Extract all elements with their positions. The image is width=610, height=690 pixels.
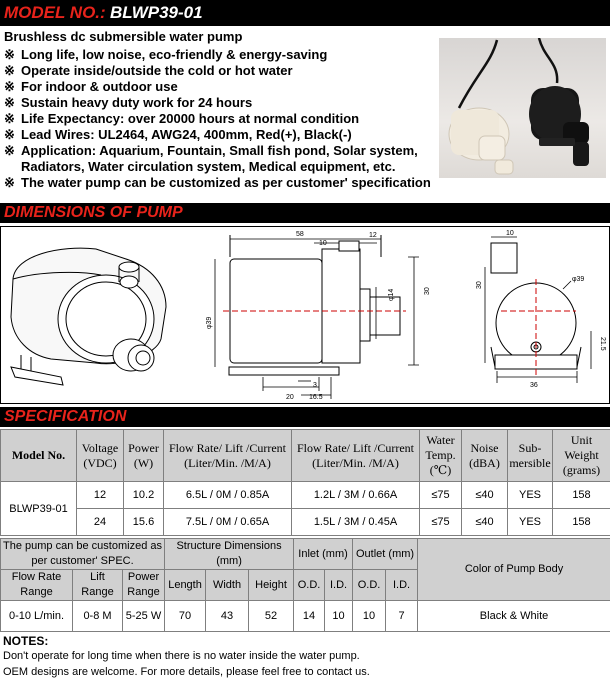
pump-end-view bbox=[485, 237, 591, 383]
subheader: I.D. bbox=[386, 570, 418, 601]
subheader: Height bbox=[249, 570, 294, 601]
cell: 1.5L / 3M / 0.45A bbox=[292, 509, 420, 536]
custom-note: The pump can be customized as per customer' SPEC. bbox=[1, 539, 165, 570]
dim-foot: 16.5 bbox=[309, 394, 323, 401]
header-water-temp: Water Temp. (℃) bbox=[420, 430, 462, 482]
header-flow-1: Flow Rate/ Lift /Current (Liter/Min. /M/A) bbox=[164, 430, 292, 482]
subheader: Lift Range bbox=[73, 570, 123, 601]
dim-end-dia: φ39 bbox=[572, 276, 585, 283]
subheader: Power Range bbox=[123, 570, 165, 601]
subheader: Width bbox=[206, 570, 249, 601]
notes-line: Don't operate for long time when there is no water inside the water pump. bbox=[3, 650, 360, 662]
cell: 158 bbox=[553, 482, 610, 509]
model-cell: BLWP39-01 bbox=[1, 482, 77, 536]
feature-item: ※ Application: Aquarium, Fountain, Small fish pond, Solar system, bbox=[4, 143, 418, 158]
dim-end-width: 36 bbox=[530, 382, 538, 389]
cell: 12 bbox=[77, 482, 124, 509]
feature-item: ※ Long life, low noise, eco-friendly & energy-saving bbox=[4, 47, 328, 62]
cell: ≤75 bbox=[420, 482, 462, 509]
cell: 7 bbox=[386, 601, 418, 632]
dimension-drawing bbox=[0, 226, 610, 404]
cell: 10.2 bbox=[124, 482, 164, 509]
feature-item: ※ Life Expectancy: over 20000 hours at normal condition bbox=[4, 111, 360, 126]
cell: ≤75 bbox=[420, 509, 462, 536]
subheader: O.D. bbox=[353, 570, 386, 601]
specification-banner bbox=[0, 407, 610, 427]
custom-table bbox=[0, 538, 610, 632]
subheader: Length bbox=[165, 570, 206, 601]
subheader: I.D. bbox=[325, 570, 353, 601]
feature-item: ※ Operate inside/outside the cold or hot water bbox=[4, 63, 293, 78]
cell: 24 bbox=[77, 509, 124, 536]
cell: 5-25 W bbox=[123, 601, 165, 632]
feature-item: ※ Lead Wires: UL2464, AWG24, 400mm, Red(+), Black(-) bbox=[4, 127, 352, 142]
structure-header: Structure Dimensions (mm) bbox=[165, 539, 294, 570]
cell: ≤40 bbox=[462, 482, 508, 509]
cell: 10 bbox=[325, 601, 353, 632]
feature-intro: Brushless dc submersible water pump bbox=[4, 29, 243, 44]
header-model-no: Model No. bbox=[1, 430, 77, 482]
cell: ≤40 bbox=[462, 509, 508, 536]
notes-title: NOTES: bbox=[3, 634, 49, 648]
cell: 0-8 M bbox=[73, 601, 123, 632]
feature-item-continued: Radiators, Water circulation system, Medical equipment, etc. bbox=[21, 159, 396, 174]
cell: 14 bbox=[294, 601, 325, 632]
cell: 158 bbox=[553, 509, 610, 536]
header-voltage: Voltage (VDC) bbox=[77, 430, 124, 482]
cell: 15.6 bbox=[124, 509, 164, 536]
dim-small: 3 bbox=[313, 382, 317, 389]
cell: 6.5L / 0M / 0.85A bbox=[164, 482, 292, 509]
header-flow-2: Flow Rate/ Lift /Current (Liter/Min. /M/A) bbox=[292, 430, 420, 482]
header-noise: Noise (dBA) bbox=[462, 430, 508, 482]
dim-length: 58 bbox=[296, 231, 304, 238]
dim-base: 20 bbox=[286, 394, 294, 401]
outlet-header: Outlet (mm) bbox=[353, 539, 418, 570]
color-header: Color of Pump Body bbox=[418, 539, 610, 601]
pump-3d-view bbox=[11, 248, 166, 385]
pump-side-view bbox=[215, 235, 419, 399]
notes-line: OEM designs are welcome. For more details, please feel free to contact us. bbox=[3, 666, 370, 678]
specification-title: SPECIFICATION bbox=[4, 408, 127, 425]
table-row bbox=[1, 509, 610, 536]
cell: 43 bbox=[206, 601, 249, 632]
cell: YES bbox=[508, 482, 553, 509]
dim-height: 30 bbox=[424, 287, 431, 295]
dim-outlet-offset: 10 bbox=[319, 240, 327, 247]
model-value: BLWP39-01 bbox=[110, 3, 203, 22]
dim-end-side: 21.5 bbox=[599, 337, 606, 351]
spec-table bbox=[0, 429, 610, 536]
header-power: Power (W) bbox=[124, 430, 164, 482]
notes bbox=[3, 634, 607, 680]
dim-body-dia: φ39 bbox=[206, 316, 213, 329]
feature-item: ※ The water pump can be customized as per customer' specification bbox=[4, 175, 431, 190]
dim-flange: 12 bbox=[369, 232, 377, 239]
cell: 10 bbox=[353, 601, 386, 632]
inlet-header: Inlet (mm) bbox=[294, 539, 353, 570]
model-label: MODEL NO.: bbox=[4, 3, 106, 22]
header-submersible: Sub-mersible bbox=[508, 430, 553, 482]
feature-item: ※ Sustain heavy duty work for 24 hours bbox=[4, 95, 253, 110]
dim-inlet-dia: φ14 bbox=[388, 288, 395, 301]
table-row bbox=[1, 482, 610, 509]
product-photo bbox=[439, 38, 606, 178]
color-value: Black & White bbox=[418, 601, 610, 632]
cell: 7.5L / 0M / 0.65A bbox=[164, 509, 292, 536]
cell: 1.2L / 3M / 0.66A bbox=[292, 482, 420, 509]
dimensions-title: DIMENSIONS OF PUMP bbox=[4, 204, 183, 221]
cell: 52 bbox=[249, 601, 294, 632]
subheader: O.D. bbox=[294, 570, 325, 601]
cell: 0-10 L/min. bbox=[1, 601, 73, 632]
header-unit-weight: Unit Weight (grams) bbox=[553, 430, 610, 482]
dim-end-top: 10 bbox=[506, 230, 514, 237]
dim-end-height: 30 bbox=[476, 281, 483, 289]
feature-item: ※ For indoor & outdoor use bbox=[4, 79, 178, 94]
subheader: Flow Rate Range bbox=[1, 570, 73, 601]
model-banner bbox=[0, 0, 610, 26]
dimensions-banner bbox=[0, 203, 610, 223]
table-row bbox=[1, 601, 610, 632]
cell: YES bbox=[508, 509, 553, 536]
cell: 70 bbox=[165, 601, 206, 632]
